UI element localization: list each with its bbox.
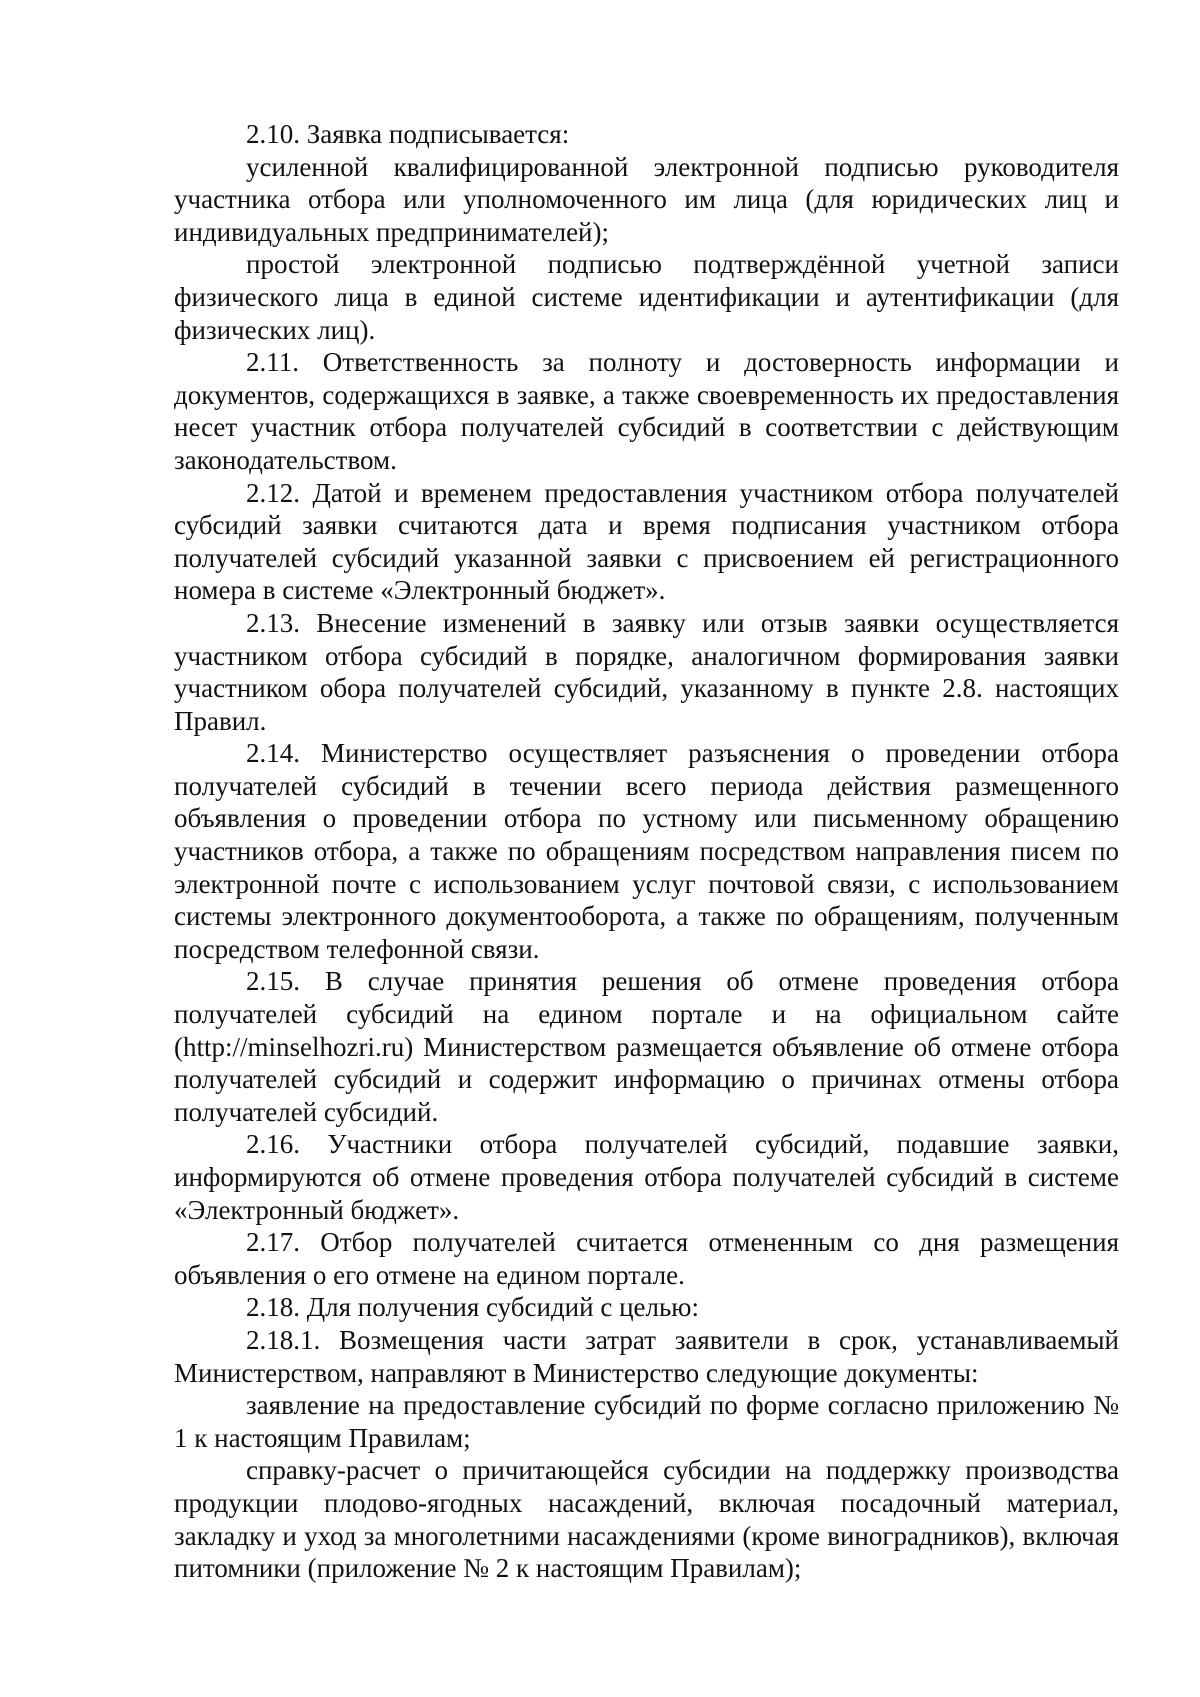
paragraph-2-14: 2.14. Министерство осуществляет разъяснения о проведении отбора получателей субсидий в течении всего периода действия размещенного объявления о проведении отбора по устному или письменному обращению участников отбора, а также по обращениям посредством направления писем по электронной почте с использованием услуг почтовой связи, с использованием системы электронного документооборота, а также по обращениям, полученным посредством телефонной связи. (174, 738, 1119, 964)
paragraph-application-form: заявление на предоставление субсидий по форме согласно приложению № 1 к настоящим Правилам; (174, 1390, 1119, 1453)
paragraph-2-11: 2.11. Ответственность за полноту и достоверность информации и документов, содержащихся в заявке, а также своевременность их предоставления несет участник отбора получателей субсидий в соответствии с действующим законодательством. (174, 347, 1119, 475)
paragraph-2-15: 2.15. В случае принятия решения об отмене проведения отбора получателей субсидий на едином портале и на официальном сайте (http://minselhozri.ru) Министерством размещается объявление об отмене отбора получателей субсидий и содержит информацию о причинах отмены отбора получателей субсидий. (174, 966, 1119, 1127)
paragraph-2-12: 2.12. Датой и временем предоставления участником отбора получателей субсидий заявки считаются дата и время подписания участником отбора получателей субсидий указанной заявки с присвоением ей регистрационного номера в системе «Электронный бюджет». (174, 477, 1119, 606)
paragraph-calculation-certificate: справку-расчет о причитающейся субсидии на поддержку производства продукции плодово-ягодных насаждений, включая посадочный материал, закладку и уход за многолетними насаждениями (кроме виноградников), включая питомники (приложение № 2 к настоящим Правилам); (174, 1455, 1119, 1584)
paragraph-signature-simple: простой электронной подписью подтверждённой учетной записи физического лица в единой системе идентификации и аутентификации (для физических лиц). (174, 249, 1119, 345)
paragraph-2-18: 2.18. Для получения субсидий с целью: (246, 1292, 699, 1323)
paragraph-2-13: 2.13. Внесение изменений в заявку или отзыв заявки осуществляется участником отбора субсидий в порядке, аналогичном формирования заявки участником обора получателей субсидий, указанному в пункте 2.8. настоящих Правил. (174, 607, 1119, 736)
paragraph-2-17: 2.17. Отбор получателей считается отмененным со дня размещения объявления о его отмене на едином портале. (174, 1227, 1119, 1290)
paragraph-signature-qualified: усиленной квалифицированной электронной подписью руководителя участника отбора или уполномоченного им лица (для юридических лиц и индивидуальных предпринимателей); (174, 151, 1119, 247)
paragraph-2-10: 2.10. Заявка подписывается: (246, 119, 570, 149)
paragraph-2-18-1: 2.18.1. Возмещения части затрат заявители в срок, устанавливаемый Министерством, направляют в Министерство следующие документы: (174, 1324, 1119, 1388)
document-page (174, 118, 1119, 1585)
paragraph-2-16: 2.16. Участники отбора получателей субсидий, подавшие заявки, информируются об отмене проведения отбора получателей субсидий в системе «Электронный бюджет». (174, 1129, 1119, 1225)
